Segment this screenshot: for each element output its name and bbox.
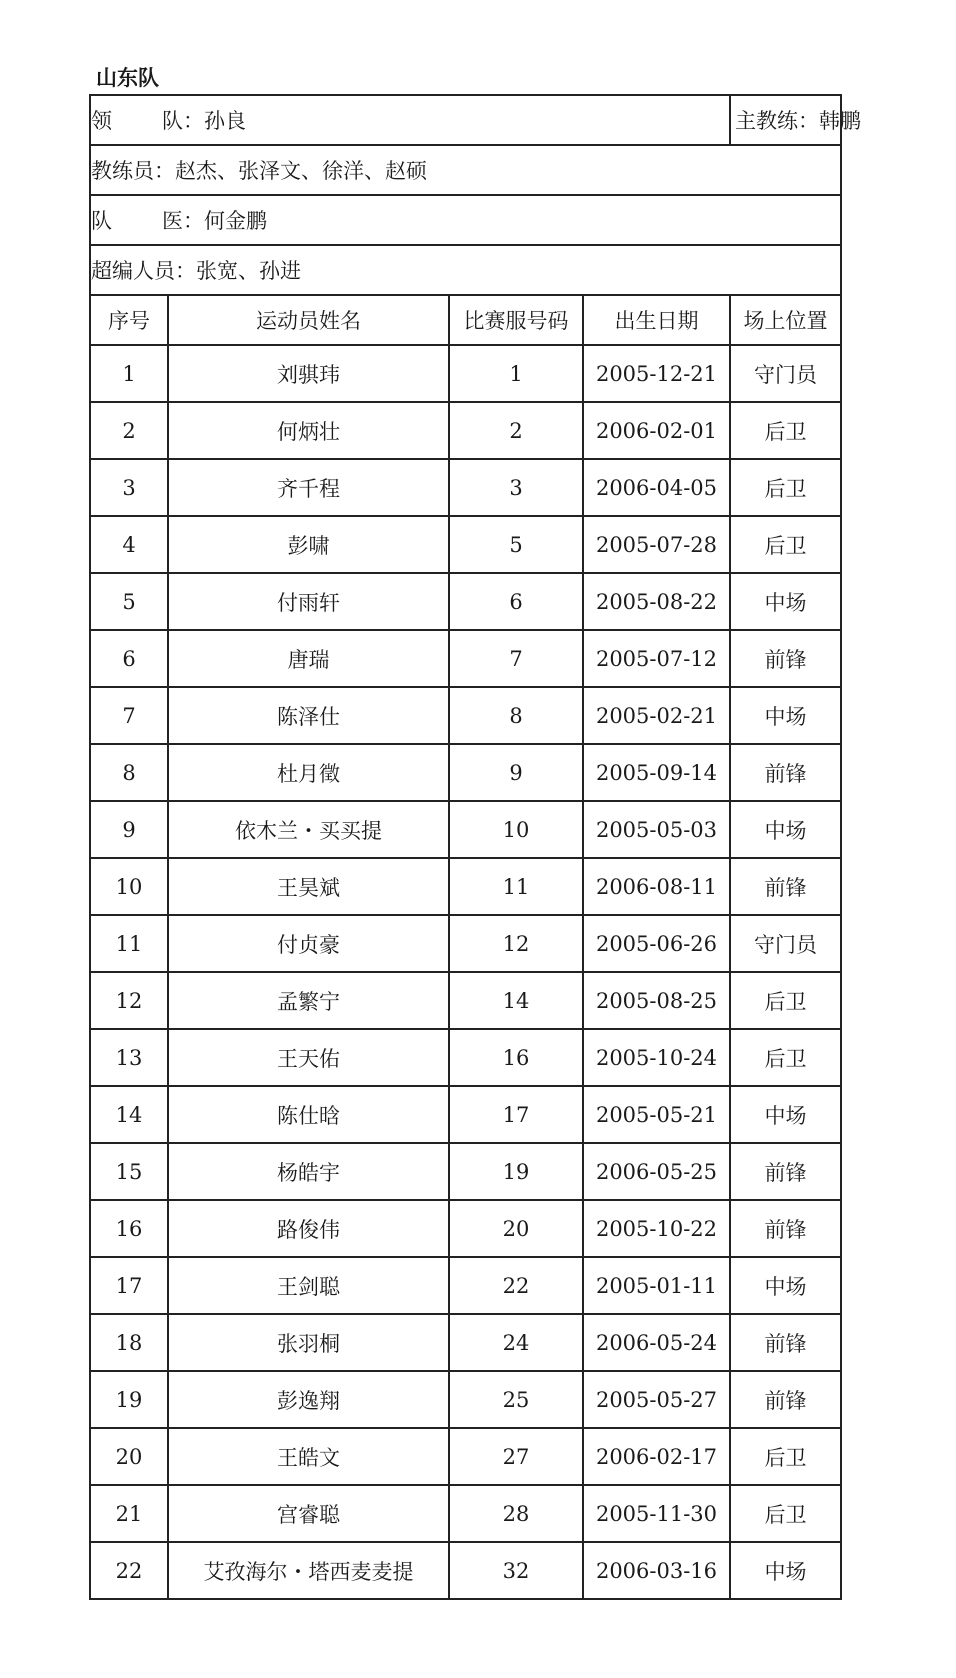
coaches-value: 赵杰、张泽文、徐洋、赵硕 xyxy=(175,159,427,183)
player-position: 后卫 xyxy=(730,402,841,459)
player-position: 前锋 xyxy=(730,1143,841,1200)
player-jersey: 3 xyxy=(449,459,583,516)
player-position: 守门员 xyxy=(730,915,841,972)
player-name: 杨皓宇 xyxy=(168,1143,449,1200)
player-name: 王天佑 xyxy=(168,1029,449,1086)
doctor-row xyxy=(90,195,841,245)
doctor-label-2: 医： xyxy=(162,209,204,233)
player-row xyxy=(90,915,841,972)
roster-table xyxy=(89,94,861,1600)
player-no: 20 xyxy=(90,1428,168,1485)
player-no: 19 xyxy=(90,1371,168,1428)
player-birth-date: 2005-11-30 xyxy=(583,1485,730,1542)
player-no: 2 xyxy=(90,402,168,459)
player-name: 何炳壮 xyxy=(168,402,449,459)
player-position: 前锋 xyxy=(730,1200,841,1257)
player-birth-date: 2005-08-22 xyxy=(583,573,730,630)
player-birth-date: 2005-12-21 xyxy=(583,345,730,402)
player-jersey: 2 xyxy=(449,402,583,459)
player-position: 中场 xyxy=(730,1542,841,1599)
leader-row xyxy=(90,95,841,145)
player-jersey: 7 xyxy=(449,630,583,687)
player-birth-date: 2006-05-25 xyxy=(583,1143,730,1200)
column-header-no: 序号 xyxy=(90,295,168,345)
player-row xyxy=(90,345,841,402)
player-row xyxy=(90,1314,841,1371)
player-no: 1 xyxy=(90,345,168,402)
player-position: 前锋 xyxy=(730,630,841,687)
head-coach-cell xyxy=(730,95,861,145)
column-header-name: 运动员姓名 xyxy=(168,295,449,345)
player-row xyxy=(90,858,841,915)
player-row xyxy=(90,801,841,858)
head-coach-value: 韩鹏 xyxy=(819,109,861,133)
player-row xyxy=(90,1143,841,1200)
player-name: 王剑聪 xyxy=(168,1257,449,1314)
doctor-value: 何金鹏 xyxy=(204,209,267,233)
player-no: 7 xyxy=(90,687,168,744)
player-jersey: 14 xyxy=(449,972,583,1029)
column-header-position: 场上位置 xyxy=(730,295,841,345)
player-jersey: 28 xyxy=(449,1485,583,1542)
player-birth-date: 2006-02-17 xyxy=(583,1428,730,1485)
extra-staff-cell xyxy=(90,245,841,295)
extra-staff-row xyxy=(90,245,841,295)
player-name: 付贞豪 xyxy=(168,915,449,972)
player-position: 中场 xyxy=(730,687,841,744)
player-position: 中场 xyxy=(730,1257,841,1314)
player-no: 12 xyxy=(90,972,168,1029)
coaches-label: 教练员： xyxy=(91,159,175,183)
player-birth-date: 2006-02-01 xyxy=(583,402,730,459)
player-jersey: 20 xyxy=(449,1200,583,1257)
player-row xyxy=(90,516,841,573)
player-position: 后卫 xyxy=(730,972,841,1029)
player-no: 22 xyxy=(90,1542,168,1599)
player-name: 彭啸 xyxy=(168,516,449,573)
team-leader-cell xyxy=(90,95,730,145)
team-title: 山东队 xyxy=(96,66,159,90)
player-jersey: 9 xyxy=(449,744,583,801)
player-position: 后卫 xyxy=(730,1428,841,1485)
player-position: 中场 xyxy=(730,573,841,630)
player-no: 10 xyxy=(90,858,168,915)
player-birth-date: 2005-06-26 xyxy=(583,915,730,972)
player-jersey: 19 xyxy=(449,1143,583,1200)
doctor-label: 队 xyxy=(91,209,112,233)
column-header-birth: 出生日期 xyxy=(583,295,730,345)
team-leader-value: 孙良 xyxy=(204,109,246,133)
player-no: 8 xyxy=(90,744,168,801)
player-birth-date: 2006-08-11 xyxy=(583,858,730,915)
player-no: 21 xyxy=(90,1485,168,1542)
player-name: 唐瑞 xyxy=(168,630,449,687)
player-jersey: 5 xyxy=(449,516,583,573)
coaches-cell xyxy=(90,145,841,195)
player-position: 前锋 xyxy=(730,1314,841,1371)
player-no: 16 xyxy=(90,1200,168,1257)
player-no: 17 xyxy=(90,1257,168,1314)
player-row xyxy=(90,1029,841,1086)
player-name: 孟繁宁 xyxy=(168,972,449,1029)
player-row xyxy=(90,402,841,459)
player-row xyxy=(90,687,841,744)
player-no: 11 xyxy=(90,915,168,972)
player-position: 后卫 xyxy=(730,516,841,573)
player-name: 王昊斌 xyxy=(168,858,449,915)
player-no: 6 xyxy=(90,630,168,687)
player-position: 后卫 xyxy=(730,459,841,516)
player-no: 18 xyxy=(90,1314,168,1371)
player-row xyxy=(90,1485,841,1542)
extra-staff-value: 张宽、孙进 xyxy=(196,259,301,283)
player-row xyxy=(90,1428,841,1485)
player-row xyxy=(90,972,841,1029)
player-birth-date: 2005-09-14 xyxy=(583,744,730,801)
player-row xyxy=(90,630,841,687)
player-position: 后卫 xyxy=(730,1029,841,1086)
player-name: 杜月徵 xyxy=(168,744,449,801)
player-no: 13 xyxy=(90,1029,168,1086)
player-name: 张羽桐 xyxy=(168,1314,449,1371)
player-position: 前锋 xyxy=(730,1371,841,1428)
player-no: 5 xyxy=(90,573,168,630)
player-birth-date: 2005-05-27 xyxy=(583,1371,730,1428)
player-name: 付雨轩 xyxy=(168,573,449,630)
player-birth-date: 2005-05-21 xyxy=(583,1086,730,1143)
player-name: 依木兰・买买提 xyxy=(168,801,449,858)
player-jersey: 10 xyxy=(449,801,583,858)
player-birth-date: 2005-02-21 xyxy=(583,687,730,744)
player-no: 4 xyxy=(90,516,168,573)
player-row xyxy=(90,573,841,630)
player-no: 9 xyxy=(90,801,168,858)
extra-staff-label: 超编人员： xyxy=(91,259,196,283)
player-name: 刘骐玮 xyxy=(168,345,449,402)
player-jersey: 12 xyxy=(449,915,583,972)
player-jersey: 27 xyxy=(449,1428,583,1485)
player-row xyxy=(90,1371,841,1428)
player-position: 后卫 xyxy=(730,1485,841,1542)
player-birth-date: 2006-04-05 xyxy=(583,459,730,516)
player-birth-date: 2005-07-12 xyxy=(583,630,730,687)
player-jersey: 25 xyxy=(449,1371,583,1428)
player-no: 15 xyxy=(90,1143,168,1200)
player-position: 中场 xyxy=(730,1086,841,1143)
player-jersey: 16 xyxy=(449,1029,583,1086)
player-row xyxy=(90,1200,841,1257)
player-row xyxy=(90,1542,841,1599)
player-jersey: 6 xyxy=(449,573,583,630)
player-jersey: 17 xyxy=(449,1086,583,1143)
coaches-row xyxy=(90,145,841,195)
player-birth-date: 2005-10-22 xyxy=(583,1200,730,1257)
player-birth-date: 2005-01-11 xyxy=(583,1257,730,1314)
player-jersey: 24 xyxy=(449,1314,583,1371)
player-name: 陈仕晗 xyxy=(168,1086,449,1143)
player-name: 宫睿聪 xyxy=(168,1485,449,1542)
player-jersey: 32 xyxy=(449,1542,583,1599)
player-birth-date: 2006-05-24 xyxy=(583,1314,730,1371)
team-leader-label: 领 xyxy=(91,109,112,133)
player-birth-date: 2005-07-28 xyxy=(583,516,730,573)
player-row xyxy=(90,744,841,801)
doctor-cell xyxy=(90,195,841,245)
player-jersey: 22 xyxy=(449,1257,583,1314)
player-no: 14 xyxy=(90,1086,168,1143)
player-birth-date: 2005-08-25 xyxy=(583,972,730,1029)
column-header-jersey: 比赛服号码 xyxy=(449,295,583,345)
player-position: 守门员 xyxy=(730,345,841,402)
player-birth-date: 2005-05-03 xyxy=(583,801,730,858)
player-jersey: 11 xyxy=(449,858,583,915)
player-position: 前锋 xyxy=(730,858,841,915)
head-coach-label: 主教练： xyxy=(735,109,819,133)
player-row xyxy=(90,1257,841,1314)
player-name: 路俊伟 xyxy=(168,1200,449,1257)
player-birth-date: 2005-10-24 xyxy=(583,1029,730,1086)
player-position: 前锋 xyxy=(730,744,841,801)
player-name: 齐千程 xyxy=(168,459,449,516)
player-name: 彭逸翔 xyxy=(168,1371,449,1428)
player-jersey: 8 xyxy=(449,687,583,744)
player-position: 中场 xyxy=(730,801,841,858)
team-leader-label-2: 队： xyxy=(162,109,204,133)
player-no: 3 xyxy=(90,459,168,516)
player-name: 王皓文 xyxy=(168,1428,449,1485)
column-header-row xyxy=(90,295,841,345)
player-row xyxy=(90,1086,841,1143)
player-name: 艾孜海尔・塔西麦麦提 xyxy=(168,1542,449,1599)
player-row xyxy=(90,459,841,516)
player-jersey: 1 xyxy=(449,345,583,402)
player-birth-date: 2006-03-16 xyxy=(583,1542,730,1599)
player-name: 陈泽仕 xyxy=(168,687,449,744)
